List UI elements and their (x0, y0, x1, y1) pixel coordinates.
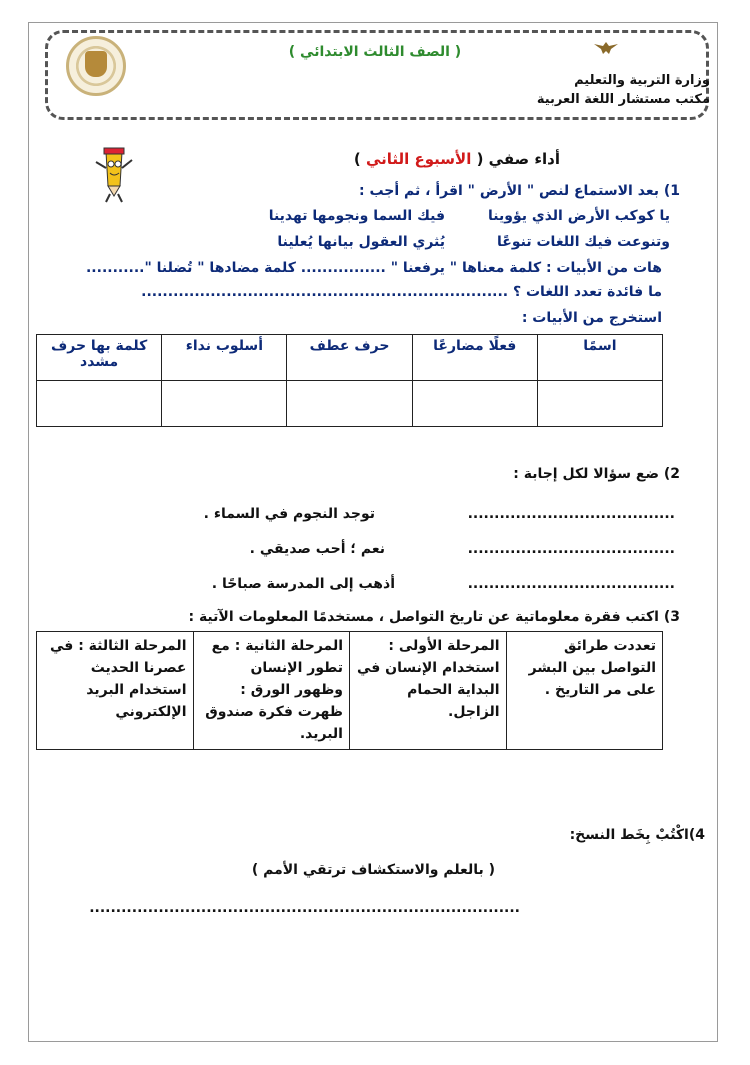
header-noun: اسمًا (537, 335, 662, 381)
eagle-emblem-icon (593, 40, 619, 56)
q2-answer-3: أذهب إلى المدرسة صباحًا . (211, 576, 395, 592)
pencil-mascot-icon (92, 146, 136, 204)
grade-label: ( الصف الثالث الابتدائي ) (288, 44, 462, 60)
q2-dots-1[interactable]: ....................................... (467, 506, 675, 522)
q4-phrase: ( بالعلم والاستكشاف ترتقي الأمم ) (251, 862, 495, 878)
header-conjunction: حرف عطف (287, 335, 412, 381)
q2-dots-2[interactable]: ....................................... (467, 541, 675, 557)
header-shadda-word: كلمة بها حرف مشدد (37, 335, 162, 381)
q1-extract-line: استخرج من الأبيات : (521, 310, 662, 326)
extract-table (36, 334, 663, 427)
header-verb: فعلًا مضارعًا (412, 335, 537, 381)
q4-dots[interactable]: ................................................................................. (89, 900, 520, 916)
q2-answer-2: نعم ؛ أحب صديقي . (249, 541, 385, 557)
ministry-seal-logo (66, 36, 126, 96)
table-header-row (37, 335, 663, 381)
verse2-a: وتنوعت فيك اللغات تنوعًا (497, 234, 670, 250)
title-prefix: أداء صفي ( (476, 150, 560, 168)
q2-dots-3[interactable]: ....................................... (467, 576, 675, 592)
office-name: مكتب مستشار اللغة العربية (536, 92, 710, 107)
q4-title: 4)اكْتُبْ بِخَط النسخ: (569, 827, 705, 843)
table-answer-row (37, 381, 663, 427)
info-row (37, 632, 663, 750)
info-intro: تعددت طرائق التواصل بين البشر على مر التاريخ . (506, 632, 663, 750)
answer-cell[interactable] (287, 381, 412, 427)
title-suffix: ) (353, 150, 361, 168)
info-stage-2: المرحلة الثانية : مع تطور الإنسان وظهور الورق : ظهرت فكرة صندوق البريد. (193, 632, 350, 750)
q1-intro: 1) بعد الاستماع لنص " الأرض " اقرأ ، ثم أجب : (358, 183, 680, 199)
verse2-b: يُثري العقول بيانها يُعلينا (277, 234, 445, 250)
answer-cell[interactable] (162, 381, 287, 427)
verse1-a: يا كوكب الأرض الذي يؤوينا (488, 208, 670, 224)
q2-title: 2) ضع سؤالا لكل إجابة : (513, 466, 680, 482)
q1-benefit-line: ما فائدة تعدد اللغات ؟ ..................................................................... (141, 284, 662, 300)
title-week: الأسبوع الثاني (365, 150, 472, 168)
verse1-b: فيك السما ونجومها تهدينا (268, 208, 445, 224)
answer-cell[interactable] (537, 381, 662, 427)
q2-answer-1: توجد النجوم في السماء . (203, 506, 375, 522)
ministry-name: وزارة التربية والتعليم (574, 73, 710, 88)
page-title (354, 150, 560, 168)
info-stage-1: المرحلة الأولى : استخدام الإنسان في البداية الحمام الزاجل. (350, 632, 507, 750)
answer-cell[interactable] (412, 381, 537, 427)
q3-title: 3) اكتب فقرة معلوماتية عن تاريخ التواصل ، مستخدمًا المعلومات الآتية : (188, 609, 680, 625)
ministry-block (537, 71, 710, 109)
q1-meaning-line: هات من الأبيات : كلمة معناها " يرفعنا " ................ كلمة مضادها " تُضلنا "........... (85, 260, 662, 276)
info-table (36, 631, 663, 750)
header-vocative: أسلوب نداء (162, 335, 287, 381)
info-stage-3: المرحلة الثالثة : في عصرنا الحديث استخدام البريد الإلكتروني (37, 632, 194, 750)
answer-cell[interactable] (37, 381, 162, 427)
